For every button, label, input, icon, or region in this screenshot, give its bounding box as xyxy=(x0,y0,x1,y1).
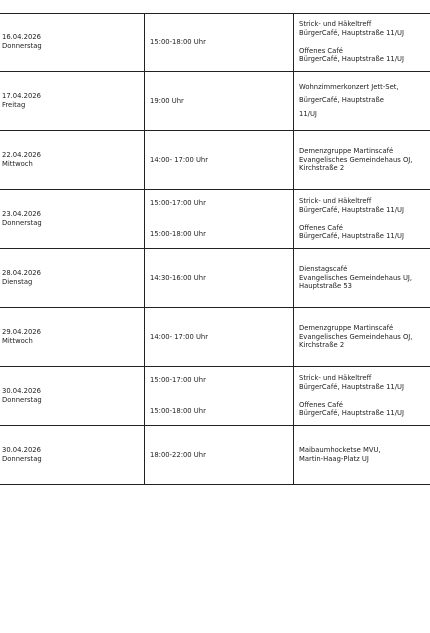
date-cell xyxy=(0,426,145,485)
event-time: 15:00-18:00 Uhr xyxy=(150,230,206,238)
table-row xyxy=(0,13,430,72)
time-cell xyxy=(145,131,294,190)
event-cell xyxy=(294,131,430,190)
event-weekday: Donnerstag xyxy=(2,455,42,463)
event-weekday: Donnerstag xyxy=(2,396,42,404)
time-cell xyxy=(145,72,294,131)
event-time: 15:00-18:00 Uhr xyxy=(150,407,206,415)
event-time: 15:00-18:00 Uhr xyxy=(150,37,206,46)
date-cell xyxy=(0,13,145,72)
table-row xyxy=(0,190,430,249)
event-time: 15:00-17:00 Uhr xyxy=(150,199,206,208)
table-row xyxy=(0,308,430,367)
event-time: 14:00- 17:00 Uhr xyxy=(150,332,209,341)
event-description: Offenes Café BürgerCafé, Hauptstraße 11/UJ xyxy=(299,223,405,241)
date-cell xyxy=(0,308,145,367)
event-date: 16.04.2026 xyxy=(2,33,41,42)
event-cell xyxy=(294,308,430,367)
event-description: Dienstagscafé Evangelisches Gemeindehaus UJ, Hauptstraße 53 xyxy=(299,264,413,291)
time-cell xyxy=(145,308,294,367)
event-time: 14:30-16:00 Uhr xyxy=(150,273,206,282)
event-description: Demenzgruppe Martinscafé Evangelisches Gemeindehaus OJ, Kirchstraße 2 xyxy=(299,146,413,173)
event-description: Offenes Café BürgerCafé, Hauptstraße 11/UJ xyxy=(299,400,405,418)
date-cell xyxy=(0,249,145,308)
event-weekday: Mittwoch xyxy=(2,337,33,345)
table-row xyxy=(0,249,430,308)
time-cell xyxy=(145,367,294,426)
event-date: 17.04.2026 xyxy=(2,92,41,101)
time-cell xyxy=(145,190,294,249)
date-cell xyxy=(0,131,145,190)
event-date: 28.04.2026 xyxy=(2,269,41,278)
table-row xyxy=(0,367,430,426)
table-row xyxy=(0,72,430,131)
time-cell xyxy=(145,426,294,485)
event-time: 15:00-17:00 Uhr xyxy=(150,376,206,385)
event-weekday: Donnerstag xyxy=(2,42,42,50)
time-cell xyxy=(145,249,294,308)
event-description: Strick- und Häkeltreff BürgerCafé, Hauptstraße 11/UJ xyxy=(299,196,405,214)
event-cell xyxy=(294,426,430,485)
event-date: 22.04.2026 xyxy=(2,151,41,160)
event-cell xyxy=(294,13,430,72)
event-time: 18:00-22:00 Uhr xyxy=(150,450,206,459)
event-description: Strick- und Häkeltreff BürgerCafé, Hauptstraße 11/UJ xyxy=(299,373,405,391)
event-weekday: Dienstag xyxy=(2,278,33,286)
event-time: 19:00 Uhr xyxy=(150,96,184,105)
date-cell xyxy=(0,72,145,131)
event-date: 30.04.2026 xyxy=(2,387,41,396)
event-weekday: Donnerstag xyxy=(2,219,42,227)
table-row xyxy=(0,426,430,485)
event-description: Wohnzimmerkonzert Jett-Set, BürgerCafé, Hauptstraße 11/UJ xyxy=(299,82,399,118)
date-cell xyxy=(0,367,145,426)
event-schedule-table xyxy=(0,13,430,485)
event-cell xyxy=(294,72,430,131)
table-row xyxy=(0,131,430,190)
event-description: Demenzgruppe Martinscafé Evangelisches Gemeindehaus OJ, Kirchstraße 2 xyxy=(299,323,413,350)
event-cell xyxy=(294,367,430,426)
event-cell xyxy=(294,190,430,249)
event-date: 30.04.2026 xyxy=(2,446,41,455)
event-description: Offenes Café BürgerCafé, Hauptstraße 11/UJ xyxy=(299,46,405,64)
time-cell xyxy=(145,13,294,72)
event-date: 23.04.2026 xyxy=(2,210,41,219)
event-weekday: Freitag xyxy=(2,101,26,109)
event-description: Maibaumhocketse MVU, Martin-Haag-Platz UJ xyxy=(299,446,381,463)
date-cell xyxy=(0,190,145,249)
event-time: 14:00- 17:00 Uhr xyxy=(150,155,209,164)
event-cell xyxy=(294,249,430,308)
event-date: 29.04.2026 xyxy=(2,328,41,337)
event-description: Strick- und Häkeltreff BürgerCafé, Hauptstraße 11/UJ xyxy=(299,19,405,37)
event-weekday: Mittwoch xyxy=(2,160,33,168)
